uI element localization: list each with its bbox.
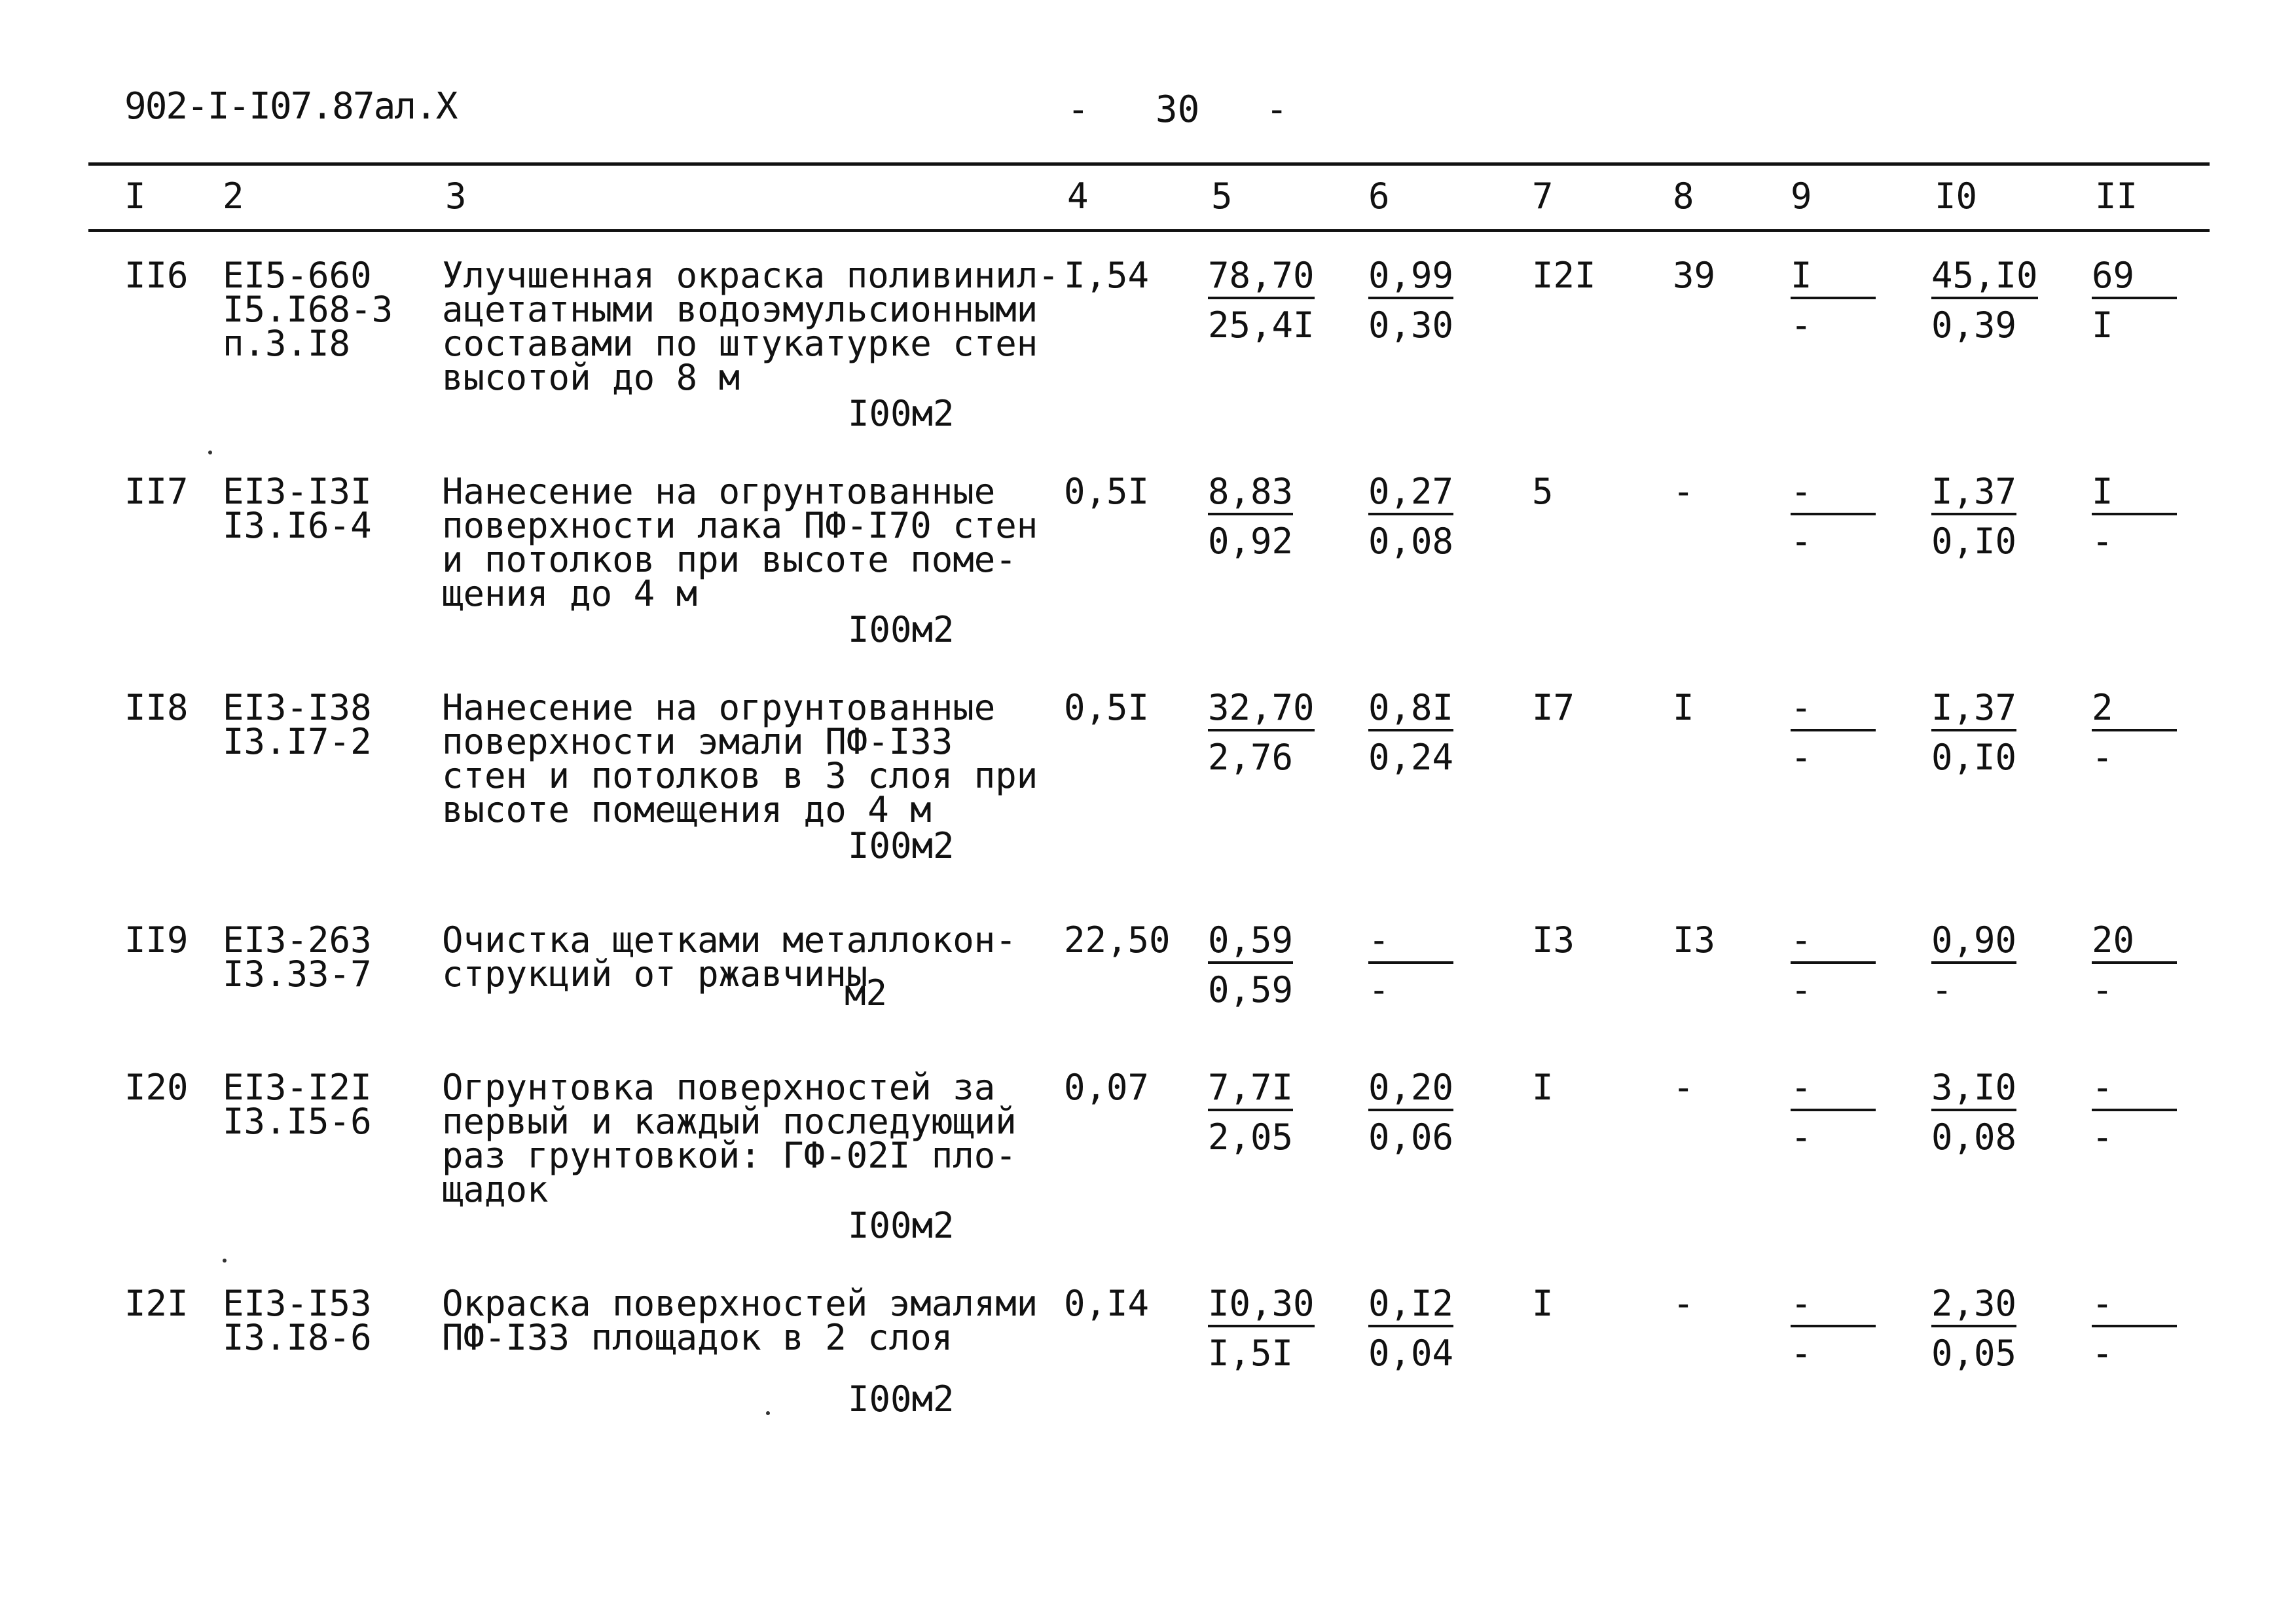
row-number: II8 [124,687,189,728]
col11-numerator: - [2092,1071,2177,1111]
col9-fraction [1791,919,1876,1010]
col10-denominator: - [1931,969,1953,1010]
col10-fraction [1931,1067,2017,1158]
table-header-rule [88,229,2210,232]
col11-numerator: 69 [2092,259,2177,299]
col5-denominator: 0,92 [1208,521,1294,562]
col10-numerator: I,37 [1931,691,2016,731]
col5-numerator: 78,70 [1208,259,1315,299]
work-description: Нанесение на огрунтованные поверхности эмали ПФ-I33 стен и потолков в 3 слоя при высоте помещения до 4 м [442,687,1038,830]
col10-numerator: 2,30 [1931,1287,2016,1327]
col10-fraction [1931,687,2017,778]
column-header-9: 9 [1791,175,1812,217]
col5-fraction [1208,255,1315,346]
col11-fraction [2092,1283,2177,1374]
col9-denominator: - [1791,1333,1812,1374]
col7-value: I [1532,1283,1554,1324]
quantity-value: 0,07 [1064,1067,1150,1108]
row-number: II7 [124,471,189,512]
column-header-4: 4 [1067,175,1089,217]
col11-fraction [2092,255,2177,346]
col10-denominator: 0,05 [1931,1333,2017,1374]
norm-code: EI3-I38 I3.I7-2 [223,687,372,762]
col8-value: I [1673,687,1694,728]
document-code: 902-I-I07.87ал.X [124,85,457,128]
quantity-value: 0,5I [1064,471,1150,512]
col7-value: I2I [1532,255,1596,296]
col11-numerator: I [2092,475,2177,515]
col6-fraction [1368,255,1454,346]
col6-fraction [1368,919,1453,1010]
col7-value: I7 [1532,687,1575,728]
col11-denominator: - [2092,1116,2113,1158]
col9-denominator: - [1791,304,1812,346]
col11-denominator: - [2092,1333,2113,1374]
col5-numerator: 32,70 [1208,691,1315,731]
col11-denominator: - [2092,737,2113,778]
col5-numerator: 8,83 [1208,475,1293,515]
column-header-11: II [2095,175,2138,217]
scan-speck [223,1259,227,1263]
quantity-value: 0,I4 [1064,1283,1150,1324]
norm-code: EI3-I3I I3.I6-4 [223,471,372,546]
column-header-1: I [124,175,146,217]
col10-fraction [1931,471,2017,562]
col10-denominator: 0,I0 [1931,737,2017,778]
quantity-value: I,54 [1064,255,1150,296]
page-number: - 30 - [1067,88,1288,131]
col5-fraction [1208,471,1294,562]
col9-denominator: - [1791,737,1812,778]
row-number: II9 [124,919,189,961]
col6-denominator: 0,24 [1368,737,1454,778]
measure-unit: I00м2 [848,393,955,434]
column-header-5: 5 [1211,175,1233,217]
col11-denominator: - [2092,969,2113,1010]
col9-denominator: - [1791,521,1812,562]
col10-numerator: 0,90 [1931,923,2016,964]
col6-numerator: 0,8I [1368,691,1453,731]
col10-fraction [1931,255,2038,346]
col5-denominator: 2,05 [1208,1116,1294,1158]
col10-denominator: 0,I0 [1931,521,2017,562]
col9-denominator: - [1791,1116,1812,1158]
col9-fraction [1791,471,1876,562]
col9-fraction [1791,687,1876,778]
scan-speck [766,1411,770,1415]
col10-numerator: 3,I0 [1931,1071,2016,1111]
work-description: Улучшенная окраска поливинил- ацетатными водоэмульсионными составами по штукатурке стен высотой до 8 м [442,255,1059,398]
col9-fraction [1791,1283,1876,1374]
col5-fraction [1208,687,1315,778]
column-header-8: 8 [1673,175,1694,217]
col9-numerator: - [1791,691,1876,731]
col6-numerator: - [1368,923,1453,964]
measure-unit: I00м2 [848,1205,955,1246]
col6-denominator: - [1368,969,1390,1010]
col6-numerator: 0,I2 [1368,1287,1453,1327]
col5-numerator: 0,59 [1208,923,1293,964]
col7-value: I3 [1532,919,1575,961]
col9-numerator: - [1791,1287,1876,1327]
col11-denominator: - [2092,521,2113,562]
col7-value: I [1532,1067,1554,1108]
col8-value: I3 [1673,919,1716,961]
col5-numerator: I0,30 [1208,1287,1315,1327]
col11-numerator: - [2092,1287,2177,1327]
col6-fraction [1368,1283,1454,1374]
scan-speck [208,451,212,454]
col11-fraction [2092,919,2177,1010]
norm-code: EI3-I53 I3.I8-6 [223,1283,372,1358]
col9-denominator: - [1791,969,1812,1010]
quantity-value: 0,5I [1064,687,1150,728]
col5-numerator: 7,7I [1208,1071,1293,1111]
col11-fraction [2092,1067,2177,1158]
norm-code: EI3-I2I I3.I5-6 [223,1067,372,1142]
col11-fraction [2092,471,2177,562]
col10-denominator: 0,08 [1931,1116,2017,1158]
col9-fraction [1791,255,1876,346]
col6-fraction [1368,1067,1454,1158]
measure-unit: м2 [845,972,888,1014]
column-header-10: I0 [1935,175,1978,217]
measure-unit: I00м2 [848,1378,955,1420]
row-number: II6 [124,255,189,296]
measure-unit: I00м2 [848,609,955,650]
col5-denominator: 25,4I [1208,304,1315,346]
column-header-3: 3 [445,175,467,217]
col5-denominator: 0,59 [1208,969,1294,1010]
row-number: I2I [124,1283,189,1324]
col9-numerator: - [1791,923,1876,964]
col5-fraction [1208,1283,1315,1374]
column-header-6: 6 [1368,175,1390,217]
col10-numerator: I,37 [1931,475,2016,515]
row-number: I20 [124,1067,189,1108]
col8-value: - [1673,1067,1694,1108]
column-header-2: 2 [223,175,244,217]
col5-fraction [1208,919,1294,1010]
col8-value: - [1673,471,1694,512]
work-description: Огрунтовка поверхностей за первый и каждый последующий раз грунтовкой: ГФ-02I пло- щадок [442,1067,1017,1210]
col11-numerator: 2 [2092,691,2177,731]
col6-numerator: 0,27 [1368,475,1453,515]
col5-fraction [1208,1067,1294,1158]
norm-code: EI5-660 I5.I68-3 п.3.I8 [223,255,393,364]
col5-denominator: 2,76 [1208,737,1294,778]
col10-denominator: 0,39 [1931,304,2017,346]
col10-numerator: 45,I0 [1931,259,2038,299]
col6-fraction [1368,687,1454,778]
col6-denominator: 0,04 [1368,1333,1454,1374]
column-header-7: 7 [1532,175,1554,217]
col10-fraction [1931,919,2017,1010]
col10-fraction [1931,1283,2017,1374]
col6-numerator: 0,99 [1368,259,1453,299]
col6-fraction [1368,471,1454,562]
col5-denominator: I,5I [1208,1333,1294,1374]
col8-value: - [1673,1283,1694,1324]
col9-numerator: I [1791,259,1876,299]
col6-denominator: 0,06 [1368,1116,1454,1158]
col11-fraction [2092,687,2177,778]
col6-denominator: 0,08 [1368,521,1454,562]
col9-fraction [1791,1067,1876,1158]
col7-value: 5 [1532,471,1554,512]
quantity-value: 22,50 [1064,919,1171,961]
work-description: Нанесение на огрунтованные поверхности лака ПФ-I70 стен и потолков при высоте поме- щения до 4 м [442,471,1038,614]
work-description: Очистка щетками металлокон- струкций от ржавчины [442,919,1017,995]
measure-unit: I00м2 [848,825,955,866]
col11-numerator: 20 [2092,923,2177,964]
col11-denominator: I [2092,304,2113,346]
col9-numerator: - [1791,475,1876,515]
norm-code: EI3-263 I3.33-7 [223,919,372,995]
col6-numerator: 0,20 [1368,1071,1453,1111]
col9-numerator: - [1791,1071,1876,1111]
table-top-rule [88,162,2210,166]
col8-value: 39 [1673,255,1716,296]
work-description: Окраска поверхностей эмалями ПФ-I33 площадок в 2 слоя [442,1283,1038,1358]
col6-denominator: 0,30 [1368,304,1454,346]
